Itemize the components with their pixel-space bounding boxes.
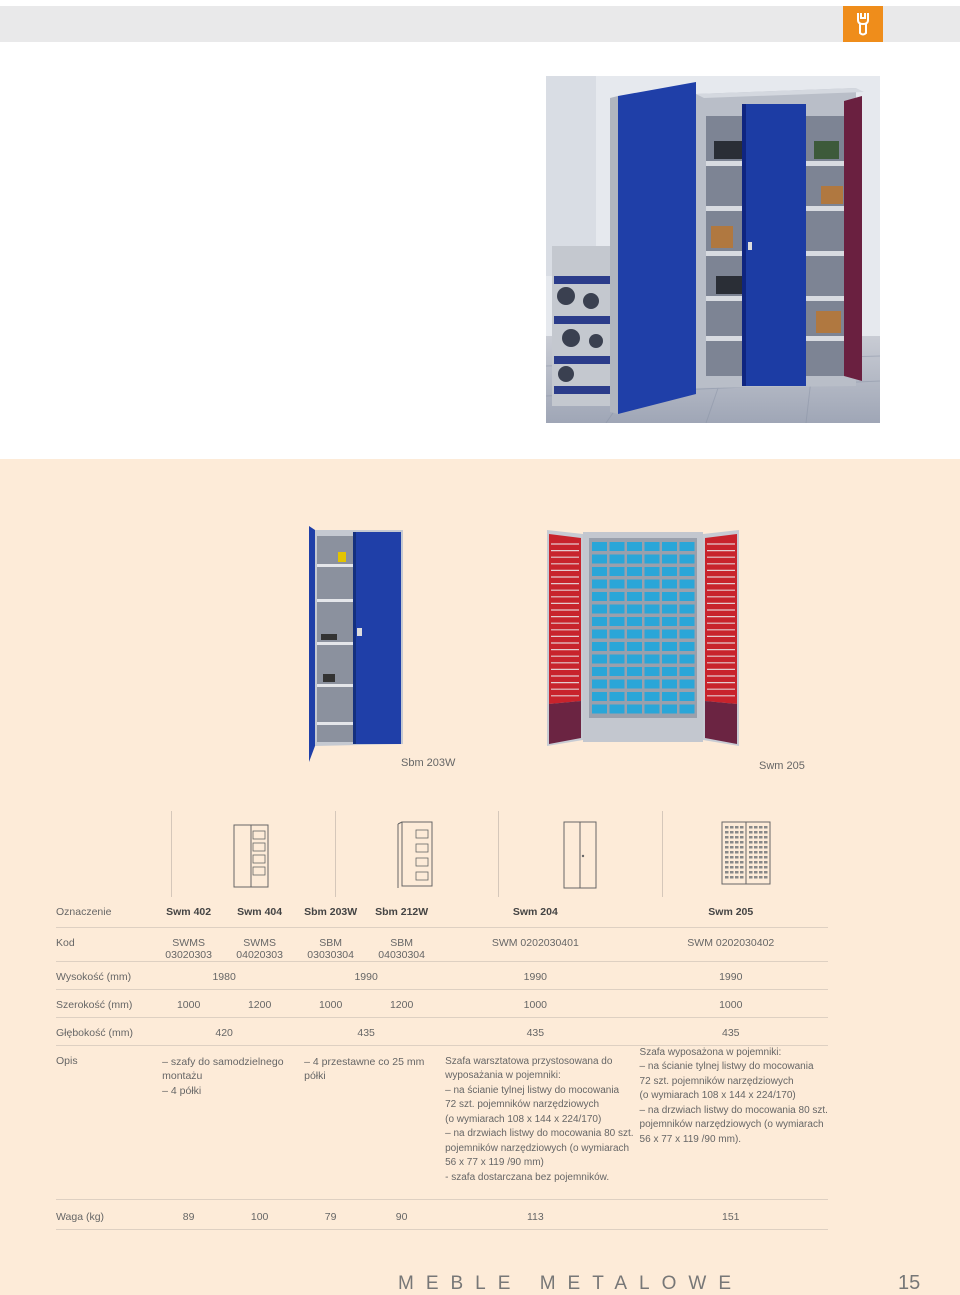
blue-bin [610,692,625,701]
cell: 79 [324,1210,337,1223]
thumb-bin [735,856,739,859]
blue-bin [592,630,607,639]
thumb-bin [740,851,744,854]
desc-line: – na drzwiach listwy do mocowania 80 szt. [639,1104,828,1116]
blue-bin [680,630,695,639]
blue-bin [610,680,625,689]
cell: 1000 [719,998,743,1011]
thumb-bin [725,861,729,864]
thumb-bin [740,861,744,864]
desc-line: – 4 półki [162,1084,202,1097]
cell: 1000 [176,998,201,1011]
thumb-bin [730,856,734,859]
blue-bin [680,655,695,664]
blue-bin [662,630,677,639]
thumb-bin [749,841,753,844]
blue-bin [662,592,677,601]
desc-line: – na ścianie tylnej listwy do mocowania [445,1084,620,1096]
cell: Sbm 212W [375,906,429,918]
desc-line: 56 x 77 x 119 /90 mm) [445,1157,544,1168]
blue-bin [610,605,625,614]
blue-bin [662,542,677,551]
blue-bin [627,605,642,614]
blue-bin [645,692,660,701]
thumb-bin [725,876,729,879]
blue-bin [680,542,695,551]
thumb-bin [735,831,739,834]
blue-bin [627,630,642,639]
thumb-bin [764,876,768,879]
blue-bin [680,667,695,676]
row-label: Szerokość (mm) [56,998,133,1011]
blue-bin [592,642,607,651]
blue-bin [592,705,607,714]
blue-bin [592,680,607,689]
thumb-bin [730,831,734,834]
thumb-bin [754,876,758,879]
thumb-bin [749,836,753,839]
desc-cell [153,1045,295,1199]
thumb-bin [754,846,758,849]
row-label: Waga (kg) [56,1210,105,1223]
row-label: Wysokość (mm) [56,970,132,983]
thumb-bin [754,851,758,854]
row-kod [56,927,828,961]
label-swm205: Swm 205 [759,760,805,772]
desc-line: 72 szt. pojemników narzędziowych [639,1075,794,1087]
thumb-bin [730,871,734,874]
divider [335,811,336,897]
thumb-bin [725,831,729,834]
thumb-swm204 [560,820,600,890]
row-label: Głębokość (mm) [56,1026,134,1039]
cell: SWMS 04020303 [236,936,283,961]
blue-bin [610,630,625,639]
thumb-bin [740,871,744,874]
blue-bin [680,692,695,701]
thumb-bin [725,841,729,844]
thumb-bin [740,826,744,829]
blue-bin [662,580,677,589]
thumb-bin [740,831,744,834]
desc-line: – na ścianie tylnej listwy do mocowania [639,1061,814,1072]
thumb-bin [730,866,734,869]
thumb-bin [754,831,758,834]
cell: 1990 [354,970,378,983]
blue-bin [627,680,642,689]
tool-badge [843,6,883,42]
spec-table [56,897,828,1230]
cell: 1000 [318,998,343,1011]
thumb-bin [735,851,739,854]
cell: 1000 [523,998,548,1011]
desc-line: 72 szt. pojemników narzędziowych [445,1099,600,1110]
thumb-bin [749,846,753,849]
blue-bin [592,667,607,676]
thumb-bin [735,861,739,864]
thumb-bin [735,846,739,849]
thumb-bin [759,856,763,859]
blue-bin [627,555,642,564]
blue-bin [662,667,677,676]
cell: 420 [215,1026,233,1039]
thumb-bin [759,866,763,869]
cell: 1200 [389,998,414,1011]
thumb-swm205 [720,820,772,886]
blue-bin [610,642,625,651]
page-number: 15 [898,1272,921,1294]
blue-bin [680,617,695,626]
blue-bin [592,555,607,564]
cell: 1990 [523,970,548,983]
thumb-bin [764,831,768,834]
blue-bin [610,580,625,589]
thumb-bin [730,851,734,854]
desc-line: Szafa warsztatowa przystosowana do [445,1055,613,1067]
thumb-bin [759,851,763,854]
blue-bin [610,555,625,564]
cell: 1200 [247,998,272,1011]
cell: 89 [182,1210,195,1223]
blue-bin [645,567,660,576]
desc-line: wyposażania w pojemniki: [445,1070,561,1081]
thumb-bin [725,851,729,854]
sbm203w-image [303,524,406,764]
blue-bin [610,592,625,601]
cell: Swm 205 [708,906,754,918]
blue-bin [592,692,607,701]
thumb-bin [764,866,768,869]
desc-line: pojemników narzędziowych (o wymiarach [639,1119,824,1130]
blue-bin [662,655,677,664]
blue-bin [627,655,642,664]
footer-title: MEBLE METALOWE [398,1273,744,1294]
blue-bin [610,567,625,576]
blue-bin [592,542,607,551]
thumb-bin [735,871,739,874]
thumb-bin [759,831,763,834]
blue-bin [645,542,660,551]
blue-bin [610,655,625,664]
thumb-swm402 [232,823,270,889]
cell: 100 [250,1210,269,1223]
desc-line: – szafy do samodzielnego montażu [162,1055,284,1082]
blue-bin [680,567,695,576]
thumb-bin [730,836,734,839]
row-label: Kod [56,936,75,949]
blue-bin [592,617,607,626]
thumb-bin [749,856,753,859]
thumb-bin [764,861,768,864]
blue-bin [627,592,642,601]
blue-bin [645,655,660,664]
thumb-bin [725,846,729,849]
cell: Swm 204 [512,906,558,918]
row-label: Oznaczenie [56,906,112,918]
thumb-bin [735,826,739,829]
thumb-bin [759,876,763,879]
thumb-bin [749,851,753,854]
blue-bin [610,617,625,626]
thumb-bin [740,856,744,859]
thumb-bin [754,841,758,844]
cell: 1990 [719,970,743,983]
thumb-bin [749,826,753,829]
cell: 435 [357,1026,375,1039]
blue-bin [662,555,677,564]
cell: SBM 04030304 [378,936,425,961]
thumb-bin [725,856,729,859]
blue-bin [680,642,695,651]
thumb-bin [730,841,734,844]
thumb-bin [764,836,768,839]
desc-line: (o wymiarach 108 x 144 x 224/170) [445,1113,602,1125]
cell: 90 [395,1210,408,1223]
thumb-bin [740,846,744,849]
thumb-bin [725,871,729,874]
thumb-bin [759,841,763,844]
blue-bin [645,667,660,676]
row-opis [56,1045,828,1199]
thumb-bin [735,866,739,869]
divider [498,811,499,897]
thumb-bin [764,841,768,844]
swm205-image [545,526,741,750]
blue-bin [627,667,642,676]
blue-bin [610,542,625,551]
thumb-bin [725,826,729,829]
cell: 1980 [212,970,236,983]
blue-bin [680,605,695,614]
cell: SWM 0202030402 [687,936,775,949]
cell: Sbm 203W [304,906,358,918]
cell: Swm 404 [237,906,283,918]
thumb-bin [764,851,768,854]
thumb-bin [740,876,744,879]
cell: Swm 402 [166,906,212,918]
thumb-bin [764,846,768,849]
thumb-bin [735,841,739,844]
thumb-bin [764,856,768,859]
row-label: Opis [56,1054,78,1067]
thumb-bin [740,866,744,869]
blue-bin [592,592,607,601]
blue-bin [662,692,677,701]
thumb-bin [759,871,763,874]
blue-bin [645,630,660,639]
label-sbm203w: Sbm 203W [401,757,456,769]
blue-bin [592,605,607,614]
thumb-bin [754,856,758,859]
divider [662,811,663,897]
cabinet-photo [546,76,880,423]
thumb-bin [735,836,739,839]
row-wysokosc [56,961,828,989]
blue-bin [645,642,660,651]
blue-bin [627,617,642,626]
blue-bin [610,705,625,714]
row-glebokosc [56,1017,828,1045]
desc-line: Szafa wyposażona w pojemniki: [639,1046,782,1058]
thumb-bin [730,826,734,829]
thumb-bin [725,866,729,869]
thumb-bin [759,861,763,864]
blue-bin [592,580,607,589]
blue-bin [662,567,677,576]
desc-cell [634,1045,828,1199]
blue-bin [627,567,642,576]
blue-bin [645,592,660,601]
cell: SBM 03030304 [307,936,354,961]
blue-bin [592,655,607,664]
desc-line: (o wymiarach 108 x 144 x 224/170) [639,1090,796,1101]
desc-line: – 4 przestawne co 25 mm półki [304,1055,425,1082]
blue-bin [680,555,695,564]
blue-bin [662,705,677,714]
thumb-bin [764,826,768,829]
thumb-bin [749,866,753,869]
blue-bin [645,617,660,626]
desc-line: pojemników narzędziowych (o wymiarach [445,1142,630,1154]
thumb-sbm203w [396,820,436,890]
thumb-bin [749,871,753,874]
blue-bin [610,667,625,676]
thumb-bin [759,846,763,849]
thumb-bin [754,866,758,869]
cell: 435 [722,1026,740,1039]
thumb-bin [730,846,734,849]
blue-bin [645,705,660,714]
thumb-bin [730,861,734,864]
blue-bin [662,605,677,614]
blue-bin [680,705,695,714]
blue-bin [645,555,660,564]
cell: SWMS 03020303 [165,936,212,961]
desc-line: – na drzwiach listwy do mocowania 80 szt. [445,1128,634,1139]
blue-bin [680,680,695,689]
blue-bin [627,705,642,714]
desc-cell [295,1045,437,1199]
blue-bin [627,542,642,551]
blue-bin [662,642,677,651]
desc-cell [437,1045,633,1199]
blue-bin [645,680,660,689]
row-oznaczenie [56,897,828,927]
thumb-bin [754,836,758,839]
cell: 113 [526,1210,544,1223]
thumb-bin [754,826,758,829]
thumb-bin [754,861,758,864]
blue-bin [680,592,695,601]
thumb-bin [754,871,758,874]
blue-bin [662,617,677,626]
blue-bin [662,680,677,689]
cell: SWM 0202030401 [491,936,579,949]
desc-line: - szafa dostarczana bez pojemników. [445,1171,610,1183]
blue-bin [592,567,607,576]
row-waga [56,1199,828,1229]
blue-bin [645,605,660,614]
thumb-bin [749,876,753,879]
top-bar [0,6,960,42]
divider [171,811,172,897]
thumb-bin [759,836,763,839]
row-szerokosc [56,989,828,1017]
desc-line: 56 x 77 x 119 /90 mm). [639,1133,742,1145]
blue-bin [627,580,642,589]
cell: 435 [526,1026,545,1039]
thumb-bin [749,861,753,864]
blue-bin [627,692,642,701]
thumb-bin [740,836,744,839]
thumb-bin [740,841,744,844]
thumb-bin [735,876,739,879]
blue-bin [645,580,660,589]
thumb-bin [730,876,734,879]
blue-bin [627,642,642,651]
thumb-bin [759,826,763,829]
wrench-icon [852,11,874,37]
cell: 151 [722,1210,740,1223]
thumb-bin [725,836,729,839]
thumb-bin [749,831,753,834]
thumb-bin [764,871,768,874]
blue-bin [680,580,695,589]
